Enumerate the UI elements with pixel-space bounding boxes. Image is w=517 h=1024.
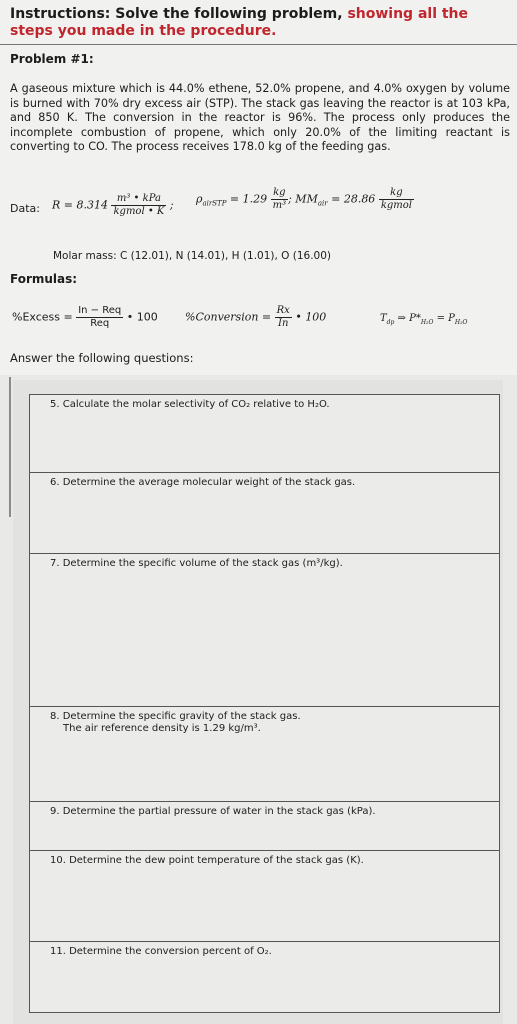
air-density-value: = 1.29 bbox=[226, 192, 268, 206]
instructions bbox=[10, 6, 510, 40]
air-molar-mass-value: = 28.86 bbox=[327, 192, 376, 206]
conversion-fraction bbox=[275, 305, 292, 330]
air-density-denominator: m³ bbox=[272, 200, 287, 211]
question-label: 7. Determine the specific volume of the stack gas (m³/kg). bbox=[50, 558, 343, 569]
question-text bbox=[50, 855, 364, 867]
question-text bbox=[50, 806, 376, 818]
question-label: 11. Determine the conversion percent of O₂. bbox=[50, 946, 272, 957]
dew-point-formula bbox=[380, 313, 467, 326]
paper-edge bbox=[9, 377, 11, 517]
question-box bbox=[29, 706, 500, 801]
gas-constant-numerator: m³ • kPa bbox=[111, 193, 166, 206]
answer-prompt: Answer the following questions: bbox=[10, 351, 194, 365]
air-molar-mass-subscript: air bbox=[317, 199, 328, 208]
question-label: 8. Determine the specific gravity of the stack gas. bbox=[50, 711, 301, 722]
conversion-lhs: %Conversion = bbox=[185, 310, 272, 324]
excess-formula bbox=[12, 305, 158, 330]
gas-constant-fraction bbox=[111, 193, 166, 218]
conversion-formula bbox=[185, 305, 326, 330]
dew-point-vapor-pressure: ⇒ P* bbox=[394, 313, 421, 324]
instructions-prefix: Instructions: Solve the following problem, bbox=[10, 6, 348, 22]
air-density-subscript: airSTP bbox=[202, 199, 227, 208]
problem-sheet bbox=[0, 0, 517, 375]
question-text bbox=[50, 558, 343, 570]
question-label: 10. Determine the dew point temperature of the stack gas (K). bbox=[50, 855, 364, 866]
gas-constant-separator: ; bbox=[169, 198, 174, 212]
gas-constant-lhs: R = 8.314 bbox=[52, 198, 108, 212]
question-text bbox=[50, 946, 272, 958]
question-note: The air reference density is 1.29 kg/m³. bbox=[63, 723, 261, 734]
dew-point-vapor-subscript: H₂O bbox=[420, 319, 434, 326]
air-molar-mass-numerator: kg bbox=[379, 187, 414, 200]
question-text bbox=[50, 711, 301, 735]
conversion-rhs: • 100 bbox=[295, 310, 327, 324]
air-molar-mass-fraction bbox=[379, 187, 414, 212]
air-molar-mass-symbol: ; MM bbox=[288, 192, 318, 206]
dew-point-partial-subscript: H₂O bbox=[454, 319, 468, 326]
question-text bbox=[50, 399, 330, 411]
divider bbox=[0, 44, 517, 45]
air-molar-mass-denominator: kgmol bbox=[380, 200, 412, 211]
question-box bbox=[29, 941, 500, 1013]
question-label: 5. Calculate the molar selectivity of CO₂ relative to H₂O. bbox=[50, 399, 330, 410]
gas-constant-denominator: kgmol • K bbox=[113, 206, 165, 217]
formulas-title: Formulas: bbox=[10, 272, 78, 286]
air-density-symbol: ρ bbox=[196, 192, 203, 206]
dew-point-partial-pressure: = P bbox=[433, 313, 455, 324]
question-label: 9. Determine the partial pressure of water in the stack gas (kPa). bbox=[50, 806, 376, 817]
molar-mass-line: Molar mass: C (12.01), N (14.01), H (1.01), O (16.00) bbox=[53, 250, 332, 262]
question-box bbox=[29, 850, 500, 941]
question-box bbox=[29, 801, 500, 850]
data-label: Data: bbox=[10, 202, 40, 215]
air-density-equation bbox=[196, 187, 414, 212]
question-box bbox=[29, 553, 500, 706]
air-density-fraction bbox=[271, 187, 289, 212]
excess-fraction bbox=[76, 305, 123, 330]
question-label: 6. Determine the average molecular weight of the stack gas. bbox=[50, 477, 356, 488]
dew-point-subscript: dp bbox=[386, 319, 395, 326]
excess-denominator: Req bbox=[90, 318, 110, 329]
conversion-denominator: In bbox=[278, 318, 289, 329]
problem-title: Problem #1: bbox=[10, 52, 94, 66]
excess-rhs: • 100 bbox=[126, 310, 158, 324]
air-density-numerator: kg bbox=[271, 187, 289, 200]
question-box bbox=[29, 472, 500, 553]
instructions-highlight: showing all the steps you made in the procedure. bbox=[10, 6, 469, 39]
question-box bbox=[29, 394, 500, 472]
gas-constant-equation bbox=[52, 193, 174, 218]
question-text bbox=[50, 477, 355, 489]
dew-point-symbol: T bbox=[380, 313, 387, 324]
excess-numerator: In − Req bbox=[78, 305, 122, 316]
excess-lhs: %Excess = bbox=[12, 310, 73, 324]
problem-text: A gaseous mixture which is 44.0% ethene, 52.0% propene, and 4.0% oxygen by volume is burned with 70% dry excess air (STP). The stack gas leaving the reactor is at 103 kPa, and 850 K. The conversion in the reactor is 96%. The process only produces the incomplete combustion of propene, which only 20.0% of the limiting reactant is converting to CO. The process receives 178.0 kg of the feeding gas. bbox=[10, 82, 510, 154]
conversion-numerator: Rx bbox=[276, 305, 290, 316]
